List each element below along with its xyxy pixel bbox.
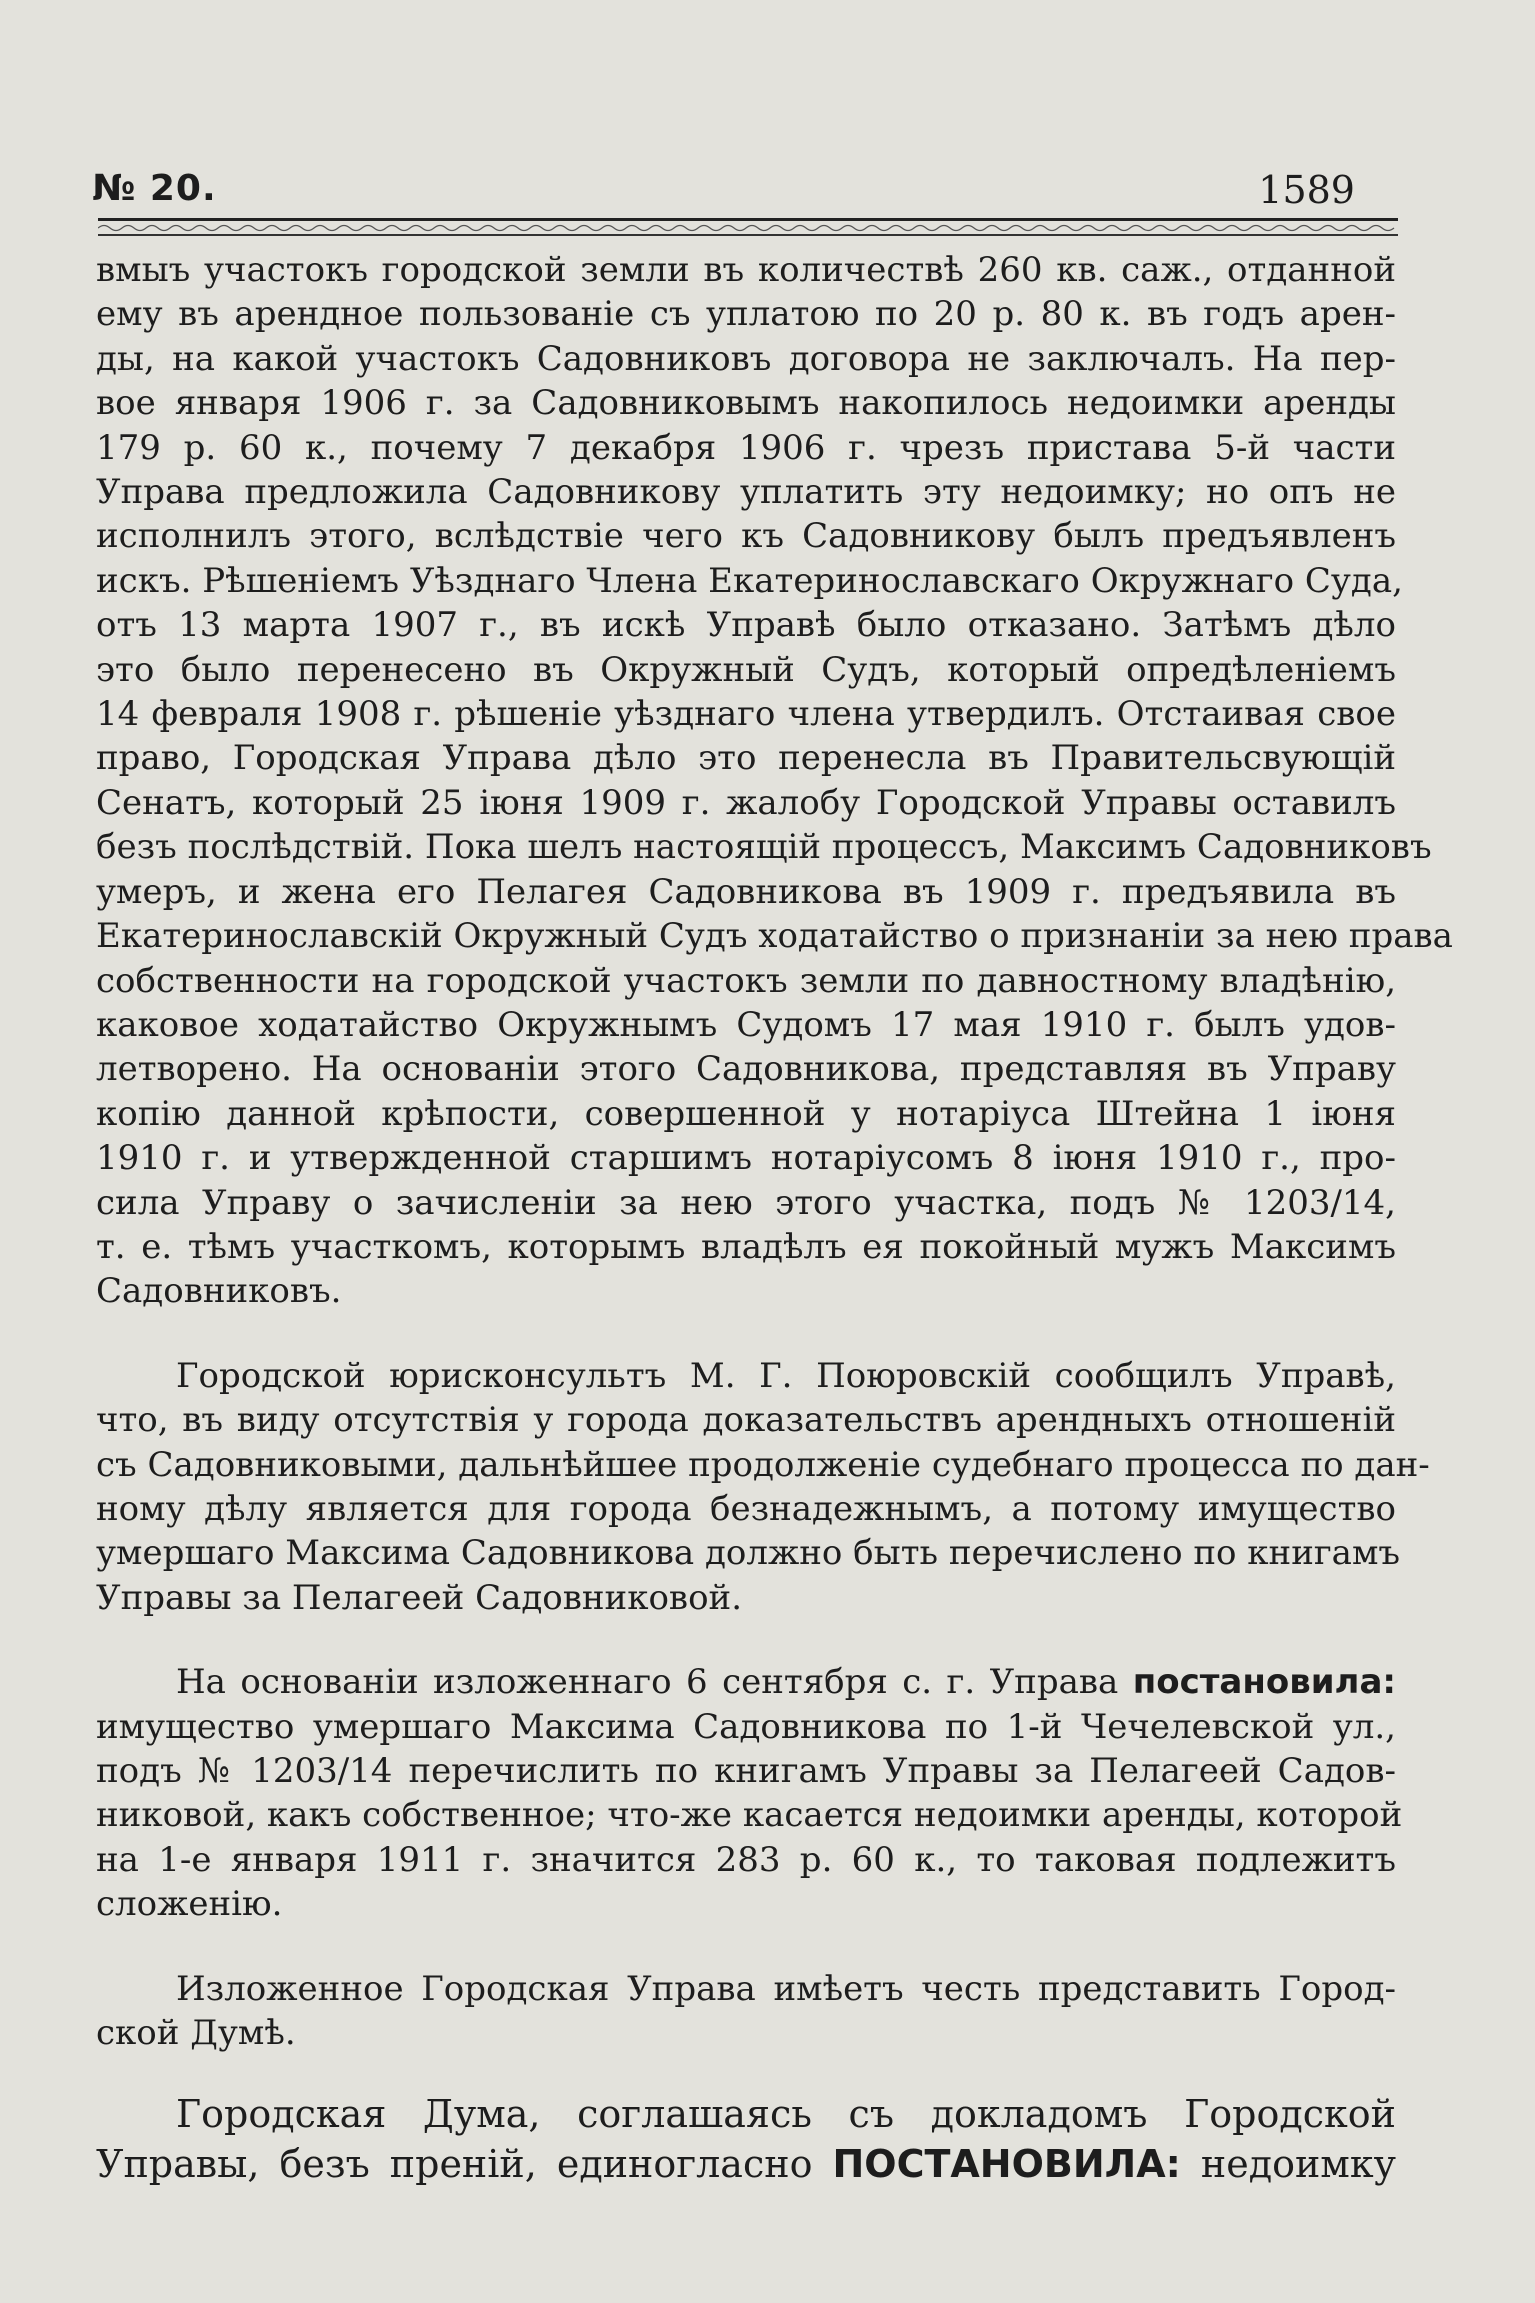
text-line: летворено. На основаніи этого Садовникова, представляя въ Управу bbox=[96, 1049, 1396, 1090]
text-line: Садовниковъ. bbox=[96, 1271, 342, 1312]
text-line: ды, на какой участокъ Садовниковъ договора не заключалъ. На пер- bbox=[96, 338, 1396, 379]
text-line: ному дѣлу является для города безнадежнымъ, а потому имущество bbox=[96, 1488, 1396, 1529]
text-line: каковое ходатайство Окружнымъ Судомъ 17 мая 1910 г. былъ удов- bbox=[96, 1004, 1396, 1045]
text-line bbox=[96, 2139, 1396, 2189]
text-line: имущество умершаго Максима Садовникова по 1-й Чечелевской ул., bbox=[96, 1706, 1396, 1747]
text-line: сила Управу о зачисленіи за нею этого участка, подъ № 1203/14, bbox=[96, 1182, 1396, 1223]
text-line: право, Городская Управа дѣло это перенесла въ Правительсвующій bbox=[96, 738, 1396, 779]
resolution-keyword: ПОСТАНОВИЛА: bbox=[832, 2142, 1181, 2187]
text-line: 1910 г. и утвержденной старшимъ нотаріусомъ 8 іюня 1910 г., про- bbox=[96, 1138, 1396, 1179]
text-line: сложенію. bbox=[96, 1884, 283, 1925]
text-line: на 1-е января 1911 г. значится 283 р. 60 к., то таковая подлежитъ bbox=[96, 1839, 1396, 1880]
text-line: исполнилъ этого, вслѣдствіе чего къ Садовникову былъ предъявленъ bbox=[96, 516, 1396, 557]
issue-number: № 20. bbox=[92, 168, 217, 209]
text-line: Сенатъ, который 25 іюня 1909 г. жалобу Городской Управы оставилъ bbox=[96, 782, 1396, 823]
header-rule-lower bbox=[98, 234, 1398, 236]
text-line: копію данной крѣпости, совершенной у нотаріуса Штейна 1 іюня bbox=[96, 1093, 1396, 1134]
text-line: съ Садовниковыми, дальнѣйшее продолженіе судебнаго процесса по дан- bbox=[96, 1444, 1430, 1485]
text-line: никовой, какъ собственное; что-же касается недоимки аренды, которой bbox=[96, 1795, 1403, 1836]
text-line: т. е. тѣмъ участкомъ, которымъ владѣлъ ея покойный мужъ Максимъ bbox=[96, 1226, 1396, 1267]
text-line bbox=[96, 1660, 1396, 1704]
text-line: безъ послѣдствій. Пока шелъ настоящій процессъ, Максимъ Садовниковъ bbox=[96, 827, 1432, 868]
text-line: ему въ арендное пользованіе съ уплатою по 20 р. 80 к. въ годъ арен- bbox=[96, 294, 1396, 335]
text-line: Городская Дума, соглашаясь съ докладомъ Городской bbox=[176, 2092, 1396, 2137]
paragraph bbox=[96, 2089, 1396, 2189]
text-fragment: На основаніи изложеннаго 6 сентября с. г. Управа bbox=[176, 1662, 1119, 1703]
text-line: умеръ, и жена его Пелагея Садовникова въ 1909 г. предъявила въ bbox=[96, 871, 1396, 912]
text-line: Управы за Пелагеей Садовниковой. bbox=[96, 1577, 743, 1618]
paragraph bbox=[96, 1354, 1430, 1620]
paragraph bbox=[96, 1967, 1396, 2056]
text-line: Управа предложила Садовникову уплатить эту недоимку; но опъ не bbox=[96, 472, 1396, 513]
text-fragment: Управы, безъ преній, единогласно bbox=[96, 2142, 813, 2187]
text-line: 179 р. 60 к., почему 7 декабря 1906 г. чрезъ пристава 5-й части bbox=[96, 427, 1396, 468]
page-number: 1589 bbox=[1258, 168, 1355, 212]
paragraph bbox=[96, 248, 1453, 1314]
text-line: вмыъ участокъ городской земли въ количествѣ 260 кв. саж., отданной bbox=[96, 250, 1396, 290]
text-line: 14 февраля 1908 г. рѣшеніе уѣзднаго члена утвердилъ. Отстаивая свое bbox=[96, 694, 1396, 735]
text-line: умершаго Максима Садовникова должно быть перечислено по книгамъ bbox=[96, 1533, 1401, 1574]
header-ornament-rule bbox=[98, 223, 1398, 233]
text-line: Екатеринославскій Окружный Судъ ходатайство о признаніи за нею права bbox=[96, 916, 1453, 957]
text-line: подъ № 1203/14 перечислить по книгамъ Управы за Пелагеей Садов- bbox=[96, 1751, 1396, 1791]
text-line: ской Думѣ. bbox=[96, 2013, 296, 2054]
text-line: искъ. Рѣшеніемъ Уѣзднаго Члена Екатеринославскаго Окружнаго Суда, bbox=[96, 560, 1403, 601]
text-line: Изложенное Городская Управа имѣетъ честь представить Город- bbox=[176, 1968, 1396, 2009]
text-fragment: недоимку bbox=[1200, 2142, 1396, 2187]
text-line: Городской юрисконсультъ М. Г. Поюровскій сообщилъ Управѣ, bbox=[176, 1355, 1396, 1396]
paragraph bbox=[96, 1660, 1403, 1926]
text-line: что, въ виду отсутствія у города доказательствъ арендныхъ отношеній bbox=[96, 1400, 1396, 1441]
header-rule bbox=[98, 218, 1398, 221]
text-line: отъ 13 марта 1907 г., въ искѣ Управѣ было отказано. Затѣмъ дѣло bbox=[96, 605, 1396, 646]
text-line: собственности на городской участокъ земли по давностному владѣнію, bbox=[96, 960, 1396, 1001]
body-text bbox=[96, 248, 1453, 2189]
text-line: это было перенесено въ Окружный Судъ, который опредѣленіемъ bbox=[96, 649, 1396, 690]
resolution-keyword: постановила: bbox=[1132, 1662, 1397, 1703]
text-line: вое января 1906 г. за Садовниковымъ накопилось недоимки аренды bbox=[96, 383, 1396, 424]
